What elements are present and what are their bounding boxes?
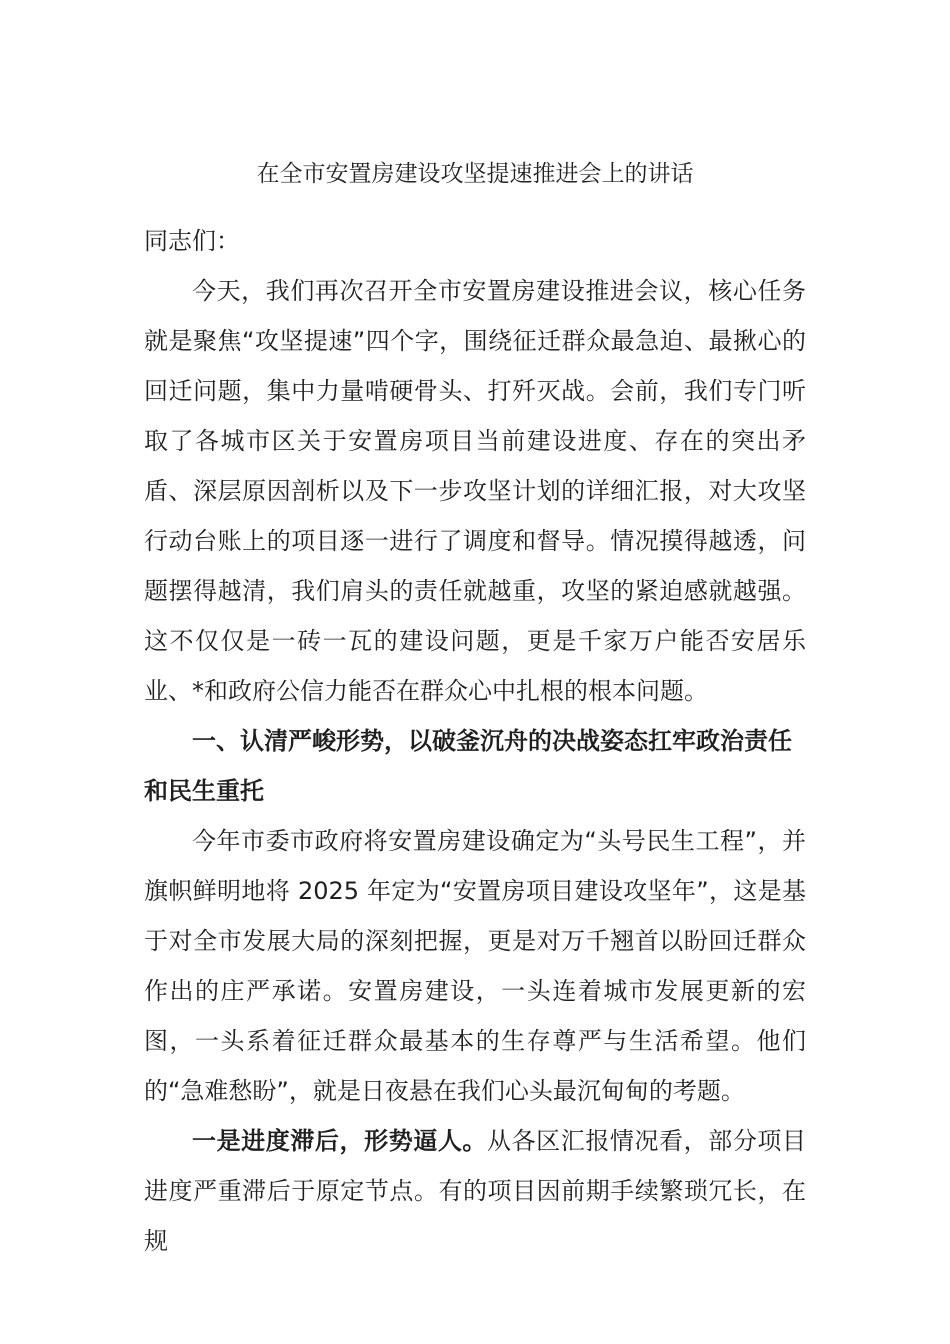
paragraph-intro: 今天，我们再次召开全市安置房建设推进会议，核心任务就是聚焦“攻坚提速”四个字，围绕征迁群众最急迫、最揪心的回迁问题，集中力量啃硬骨头、打歼灭战。会前，我们专门听取了各城市区关于安置房项目当前建设进度、存在的突出矛盾、深层原因剖析以及下一步攻坚计划的详细汇报，对大攻坚行动台账上的项目逐一进行了调度和督导。情况摸得越透，问题摆得越清，我们肩头的责任就越重，攻坚的紧迫感就越强。这不仅仅是一砖一瓦的建设问题，更是千家万户能否安居乐业、*和政府公信力能否在群众心中扎根的根本问题。 [144,277,806,705]
salutation: 同志们： [144,227,240,255]
point-1-text: 从各区汇报情况看，部分项目进度严重滞后于原定节点。有的项目因前期手续繁琐冗长，在规 [144,1127,806,1255]
section-heading-1: 一、认清严峻形势，以破釜沉舟的决战姿态扛牢政治责任和民生重托 [144,727,792,805]
point-1-lead: 一是进度滞后，形势逼人。 [192,1127,487,1155]
document-title: 在全市安置房建设攻坚提速推进会上的讲话 [256,161,694,187]
document-body [144,216,806,1266]
paragraph-point-1 [144,1116,806,1266]
paragraph-section-1: 今年市委市政府将安置房建设确定为“头号民生工程”，并旗帜鲜明地将 2025 年定为“安置房项目建设攻坚年”，这是基于对全市发展大局的深刻把握，更是对万千翘首以盼回迁群众作出的庄严承诺。安置房建设，一头连着城市发展更新的宏图，一头系着征迁群众最基本的生存尊严与生活希望。他们的“急难愁盼”，就是日夜悬在我们心头最沉甸甸的考题。 [144,827,806,1105]
